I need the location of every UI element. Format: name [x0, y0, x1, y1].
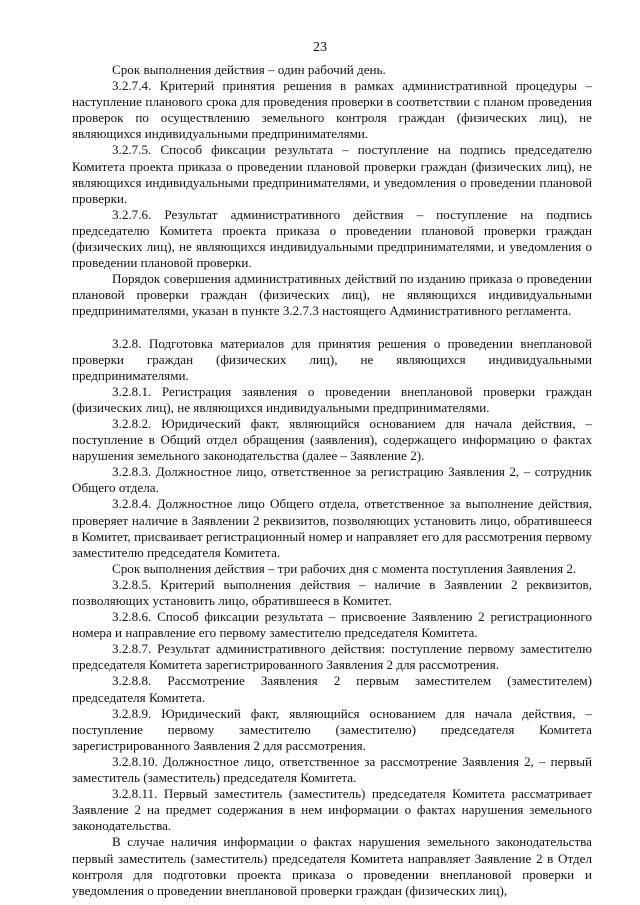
- paragraph-3-2-7-5: 3.2.7.5. Способ фиксации результата – поступление на подпись председателю Комитета проекта приказа о проведении плановой проверки граждан (физических лиц), не являющихся индивидуальными предпринимателями, и уведомления о проведении плановой проверки.: [72, 142, 592, 206]
- paragraph-3-2-8-6: 3.2.8.6. Способ фиксации результата – присвоение Заявлению 2 регистрационного номера и направление его первому заместителю председателя Комитета.: [72, 609, 592, 641]
- document-body: [72, 62, 592, 899]
- paragraph-3-2-8-8: 3.2.8.8. Рассмотрение Заявления 2 первым заместителем (заместителем) председателя Комитета.: [72, 673, 592, 705]
- paragraph-3-2-8-4: 3.2.8.4. Должностное лицо Общего отдела, ответственное за выполнение действия, проверяет наличие в Заявлении 2 реквизитов, позволяющих установить лицо, обратившееся в Комитет, присваивает регистрационный номер и направляет его для рассмотрения первому заместителю председателя Комитета.: [72, 496, 592, 560]
- paragraph-3-2-8-11: 3.2.8.11. Первый заместитель (заместитель) председателя Комитета рассматривает Заявление 2 на предмет содержания в нем информации о фактах нарушения земельного законодательства.: [72, 786, 592, 834]
- paragraph-violation-case: В случае наличия информации о фактах нарушения земельного законодательства первый заместитель (заместитель) председателя Комитета направляет Заявление 2 в Отдел контроля для подготовки проекта приказа о проведении внеплановой проверки и уведомления о проведении внеплановой проверки граждан (физических лиц),: [72, 834, 592, 898]
- page-number: 23: [313, 40, 327, 55]
- paragraph-deadline-2: Срок выполнения действия – три рабочих дня с момента поступления Заявления 2.: [112, 560, 577, 576]
- paragraph-3-2-8-3: 3.2.8.3. Должностное лицо, ответственное за регистрацию Заявления 2, – сотрудник Общего отдела.: [72, 464, 592, 496]
- paragraph-3-2-8-1: 3.2.8.1. Регистрация заявления о проведении внеплановой проверки граждан (физических лиц), не являющихся индивидуальными предпринимателями.: [72, 383, 592, 415]
- paragraph-3-2-7-6: 3.2.7.6. Результат административного действия – поступление на подпись председателю Комитета проекта приказа о проведении плановой проверки граждан (физических лиц), не являющихся индивидуальными предпринимателями, и уведомления о проведении плановой проверки.: [72, 206, 592, 271]
- paragraph-3-2-8-2: 3.2.8.2. Юридический факт, являющийся основанием для начала действия, – поступление в Общий отдел обращения (заявления), содержащего информацию о фактах нарушения земельного законодательства (далее – Заявление 2).: [72, 415, 592, 464]
- paragraph-3-2-8-9: 3.2.8.9. Юридический факт, являющийся основанием для начала действия, – поступление первому заместителю (заместителю) председателя Комитета зарегистрированного Заявления 2 для рассмотрения.: [72, 705, 592, 753]
- paragraph-deadline: Срок выполнения действия – один рабочий день.: [112, 62, 386, 77]
- paragraph-3-2-8-10: 3.2.8.10. Должностное лицо, ответственное за рассмотрение Заявления 2, – первый заместитель (заместитель) председателя Комитета.: [72, 753, 592, 786]
- paragraph-3-2-8-5: 3.2.8.5. Критерий выполнения действия – наличие в Заявлении 2 реквизитов, позволяющих установить лицо, обратившееся в Комитет.: [72, 576, 592, 608]
- paragraph-3-2-8: 3.2.8. Подготовка материалов для принятия решения о проведении внеплановой проверки граждан (физических лиц), не являющихся индивидуальными предпринимателями.: [72, 335, 592, 383]
- paragraph-order-procedure: Порядок совершения административных действий по изданию приказа о проведении плановой проверки граждан (физических лиц), не являющихся индивидуальными предпринимателями, указан в пункте 3.2.7.3 настоящего Административного регламента.: [72, 271, 592, 319]
- paragraph-3-2-7-4: 3.2.7.4. Критерий принятия решения в рамках административной процедуры – наступление планового срока для проведения проверки в соответствии с планом проведения проверок по осуществлению земельного контроля граждан (физических лиц), не являющихся индивидуальными предпринимателями.: [72, 78, 592, 142]
- paragraph-3-2-8-7: 3.2.8.7. Результат административного действия: поступление первому заместителю председателя Комитета зарегистрированного Заявления 2 для рассмотрения.: [72, 641, 592, 673]
